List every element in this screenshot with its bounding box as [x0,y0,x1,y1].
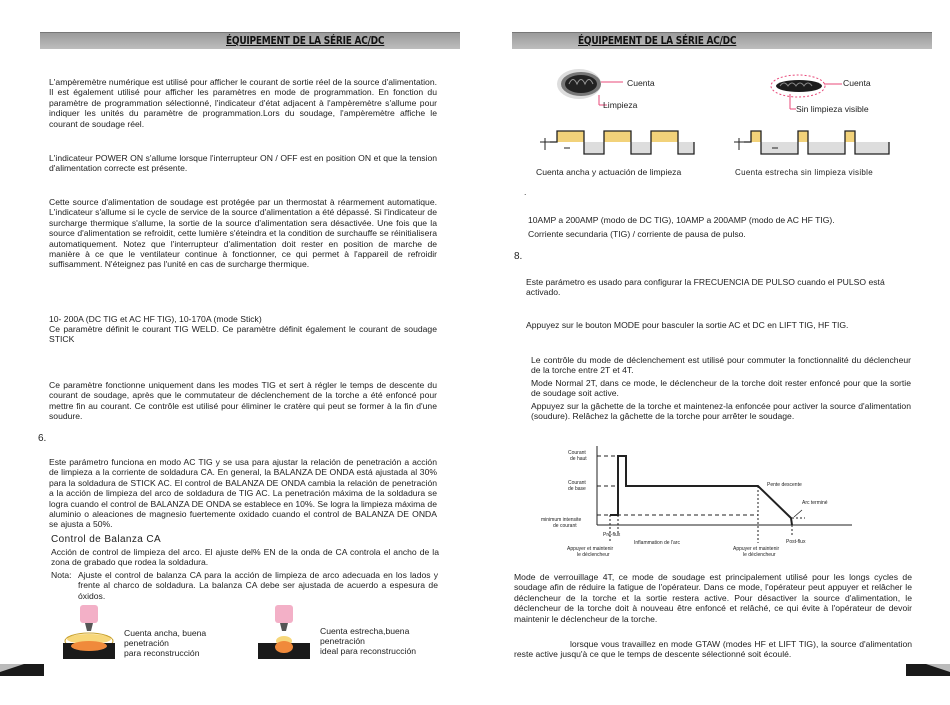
right-paragraph-pulse-freq: Este parámetro es usado para configurar la FRECUENCIA DE PULSO cuando el PULSO está activado. [526,277,885,298]
right-paragraph-2t: Mode Normal 2T, dans ce mode, le déclencheur de la torche doit rester enfoncé pour que la sortie de soudage soit active. [531,378,911,399]
left-paragraph-ammeter: L'ampèremètre numérique est utilisé pour afficher le courant de sortie réel de la source d'alimentation. Il est également utilisé pour afficher les paramètres en mode de programmation. En fonction du paramètre de programmation sélectionné, l'indicateur d'état adjacent à l'ampèremètre s'allume pour indiquer les unités du paramètre de programmation.Lors du soudage, l'ampèremètre affiche le courant de soudage réel. [49,77,437,129]
diagram-appuyer-2b: le déclencheur [743,552,776,558]
right-header-title: ÉQUIPEMENT DE LA SÉRIE AC/DC [578,34,737,47]
wide-bead-label: Cuenta [627,78,655,88]
left-range-text: 10- 200A (DC TIG et AC HF TIG), 10-170A (mode Stick) [49,314,262,324]
right-secondary-current: Corriente secundaria (TIG) / corriente de pausa de pulso. [528,229,746,239]
fig1-line3: para reconstrucción [124,648,200,658]
torch-narrow-bead-figure [255,603,319,665]
diagram-pente-descente: Pente descente [767,482,802,488]
right-paragraph-trigger-mode: Le contrôle du mode de déclenchement est utilisé pour commuter la fonctionnalité du déclencheur de la torche entre 2T et 4T. [531,355,911,376]
right-header-bar [512,32,932,49]
diagram-appuyer-1a: Appuyer et maintenir [567,546,614,552]
diagram-minimum-1: minimum intensite [541,517,582,523]
right-paragraph-mode-button: Appuyez sur le bouton MODE pour basculer la sortie AC et DC en LIFT TIG, HF TIG. [526,320,849,330]
left-subheading-balance: Control de Balanza CA [51,534,162,545]
diagram-appuyer-2a: Appuyer et maintenir [733,546,780,552]
narrow-bead-no-cleaning-label: Sin limpieza visible [796,104,869,114]
diagram-courant-base-1: Courant [568,480,586,486]
left-paragraph-wave-balance: Este parámetro funciona en modo AC TIG y se usa para ajustar la relación de penetración a acción de limpieza a la corriente de soldadura CA. En general, la BALANZA DE ONDA está ajustada al 30% para la soldadura de STICK AC. El control de BALANZA DE ONDA cambia la relación de penetración a la acción de limpieza del arco de soldadura de TIG AC. La penetración máxima de la soldadura se logra cuando el control de BALANZA DE ONDA se establece en 10%. Se logra la limpieza máxima de aluminio o aleaciones de magnesio fuertemente oxidado cuando el control de BALANZA DE ONDA se ajusta a 50%. [49,457,437,530]
wide-bead-cleaning-label: Limpieza [603,100,638,110]
narrow-bead-label: Cuenta [843,78,871,88]
right-dot: . [524,187,527,197]
section-number-6: 6. [38,433,47,444]
diagram-courant-haut-1: Courant [568,450,586,456]
narrow-wave-caption: Cuenta estrecha sin limpieza visible [735,168,873,177]
diagram-pre-flux: Pré-flux [603,532,621,538]
fig2-line2: penetración [320,636,365,646]
right-paragraph-press-trigger: Appuyez sur la gâchette de la torche et maintenez-la enfoncée pour activer la source d'alimentation (soudure). Relâchez la gâchette de la torche pour arrêter le soudage. [531,401,911,422]
diagram-appuyer-1b: le déclencheur [577,552,610,558]
wide-wave-caption: Cuenta ancha y actuación de limpieza [536,167,682,177]
left-footer-tab [0,664,44,676]
left-paragraph-weld-current: Ce paramètre définit le courant TIG WELD. Ce paramètre définit également le courant de soudage STICK [49,324,437,345]
left-note-text: Ajuste el control de balanza CA para la acción de limpieza de arco adecuada en los lados y frente al charco de soldadura. La balanza CA debe ser ajustada de acuerdo a espesura de óxidos. [78,570,438,601]
fig1-line1: Cuenta ancha, buena [124,628,207,638]
left-paragraph-cleaning: Acción de control de limpieza del arco. El ajuste del% EN de la onda de CA controla el ancho de la zona de grabado que rodea la soldadura. [51,547,439,568]
right-paragraph-gtaw: lorsque vous travaillez en mode GTAW (modes HF et LIFT TIG), la source d'alimentation reste active jusqu'à ce que le temps de descente sélectionné soit écoulé. [514,639,912,660]
wide-wave-figure [540,128,698,160]
right-footer-tab [906,664,950,676]
left-paragraph-power-on: L'indicateur POWER ON s'allume lorsque l'interrupteur ON / OFF est en position ON et que la tension d'alimentation correcte est présente. [49,153,437,174]
section-number-8: 8. [514,251,523,262]
diagram-post-flux: Post-flux [786,539,806,545]
fig2-line3: ideal para reconstrucción [320,646,417,656]
diagram-minimum-2: de courant [553,523,577,529]
right-current-range: 10AMP a 200AMP (modo de DC TIG), 10AMP a 200AMP (modo de AC HF TIG). [528,215,835,225]
left-paragraph-downslope: Ce paramètre fonctionne uniquement dans les modes TIG et sert à régler le temps de descente du courant de soudage, après que le commutateur de déclenchement de la torche a été enfoncé pour mettre fin au courant. Ce contrôle est utilisé pour éliminer le cratère qui peut se former à la fin d'une soudure. [49,380,437,422]
left-header-bar [40,32,460,49]
torch-wide-bead-figure [60,603,124,665]
left-header-title: ÉQUIPEMENT DE LA SÉRIE AC/DC [226,34,385,47]
left-note-label: Nota: [51,570,72,580]
fig2-line1: Cuenta estrecha,buena [320,626,410,636]
left-paragraph-thermal: Cette source d'alimentation de soudage est protégée par un thermostat à réarmement automatique. L'indicateur s'allume si le cycle de service de la source d'alimentation a été dépassé. Si l'indicateur de surcharge thermique s'allume, la sortie de la source d'alimentation sera désactivée. Une fois que la source d'alimentation se refroidit, cette lumière s'éteindra et la condition de surchauffe se réinitialisera automatiquement. Notez que l'interrupteur d'alimentation doit rester en position de marche de manière à ce que le ventilateur continue à fonctionner, ce qui permet à l'appareil de refroidir suffisamment. N'éteignez pas l'unité en cas de surcharge thermique. [49,197,437,270]
narrow-wave-figure [734,128,894,160]
diagram-inflammation: Inflammation de l'arc [634,540,680,546]
diagram-arc-termine: Arc terminé [802,500,828,506]
diagram-courant-haut-2: de haut [570,456,587,462]
diagram-courant-base-2: de base [568,486,586,492]
right-paragraph-4t: Mode de verrouillage 4T, ce mode de soudage est principalement utilisé pour les longs cycles de soudage afin de réduire la fatigue de l'opérateur. Dans ce mode, l'opérateur peut appuyer et relâcher le déclencheur de la torche et la sortie restera active. Pour désactiver la source d'alimentation, le déclencheur de la torche doit à nouveau être enfoncé et relâché, ce qui évite à l'opérateur de devoir maintenir le déclencheur de la torche. [514,572,912,624]
fig1-line2: penetración [124,638,169,648]
